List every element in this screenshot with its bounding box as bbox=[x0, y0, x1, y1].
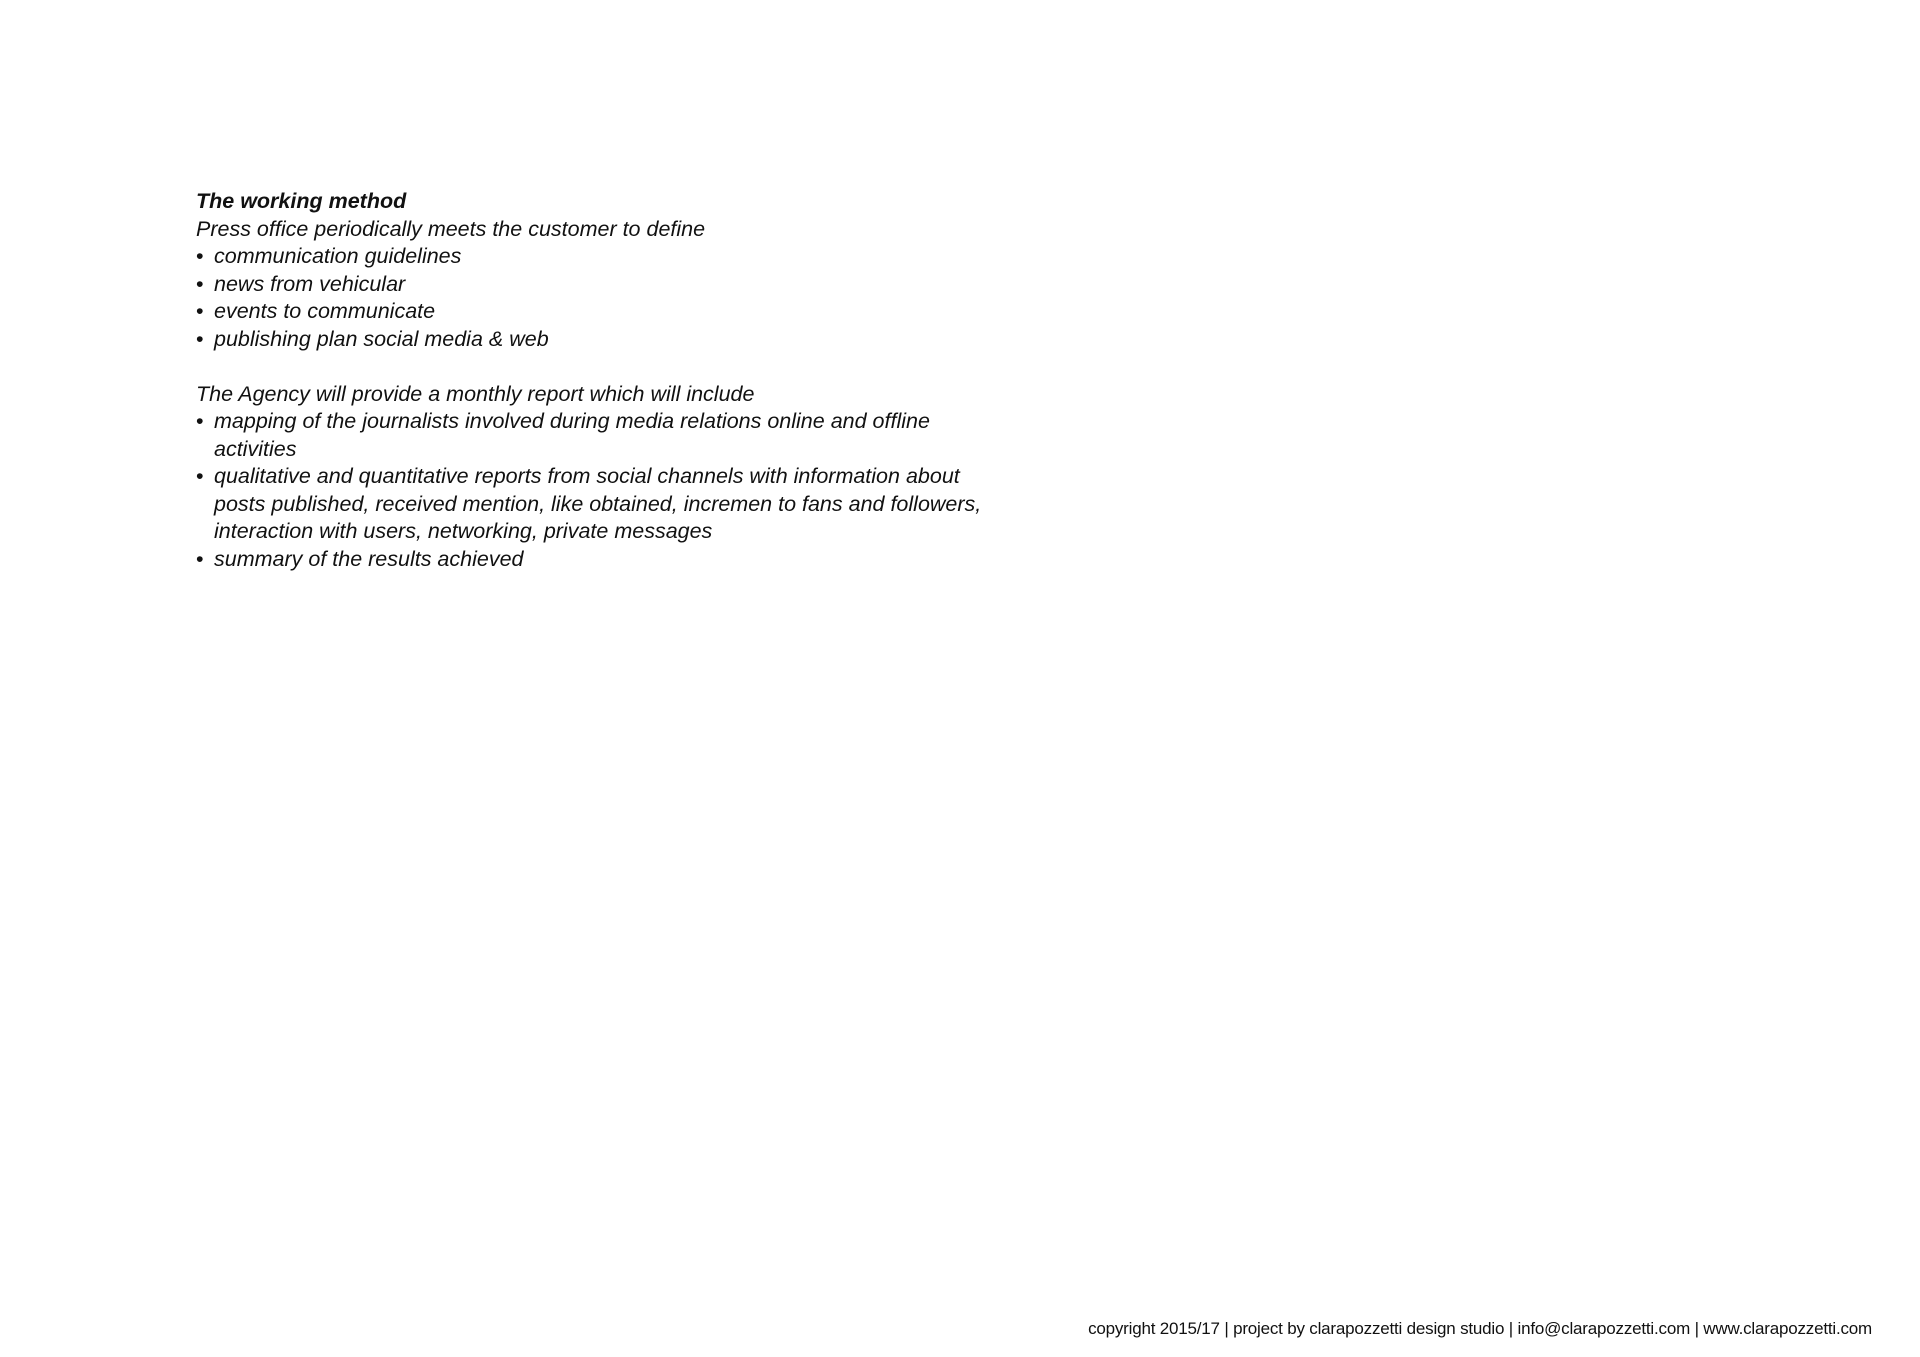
working-method-section bbox=[196, 188, 1016, 573]
section-title: The working method bbox=[196, 189, 407, 213]
bullet-icon: • bbox=[196, 409, 204, 433]
bullet-icon: • bbox=[196, 546, 204, 571]
bullet-icon: • bbox=[196, 271, 204, 296]
report-intro-text: The Agency will provide a monthly report which will include bbox=[196, 381, 755, 406]
bullet-icon: • bbox=[196, 299, 204, 323]
guidelines-list bbox=[196, 243, 1016, 353]
bullet-icon: • bbox=[196, 464, 204, 488]
list-item: • publishing plan social media & web bbox=[196, 326, 1016, 354]
bullet-icon: • bbox=[196, 244, 204, 268]
list-item: • mapping of the journalists involved during media relations online and offline activities bbox=[196, 409, 930, 461]
list-item: • summary of the results achieved bbox=[196, 546, 1016, 574]
list-item: • communication guidelines bbox=[196, 243, 1016, 271]
list-item: • events to communicate bbox=[196, 298, 1016, 326]
intro-text: Press office periodically meets the customer to define bbox=[196, 216, 706, 241]
list-item: • qualitative and quantitative reports from social channels with information about posts published, received mention, like obtained, incremen to fans and followers, interaction with users, networking, private messages bbox=[196, 464, 982, 543]
report-list bbox=[196, 408, 1016, 573]
footer-copyright: copyright 2015/17 | project by clarapozzetti design studio | info@clarapozzetti.com | www.clarapozzetti.com bbox=[1088, 1319, 1872, 1338]
bullet-icon: • bbox=[196, 326, 204, 351]
spacer bbox=[196, 353, 1016, 381]
list-item: • news from vehicular bbox=[196, 271, 1016, 299]
